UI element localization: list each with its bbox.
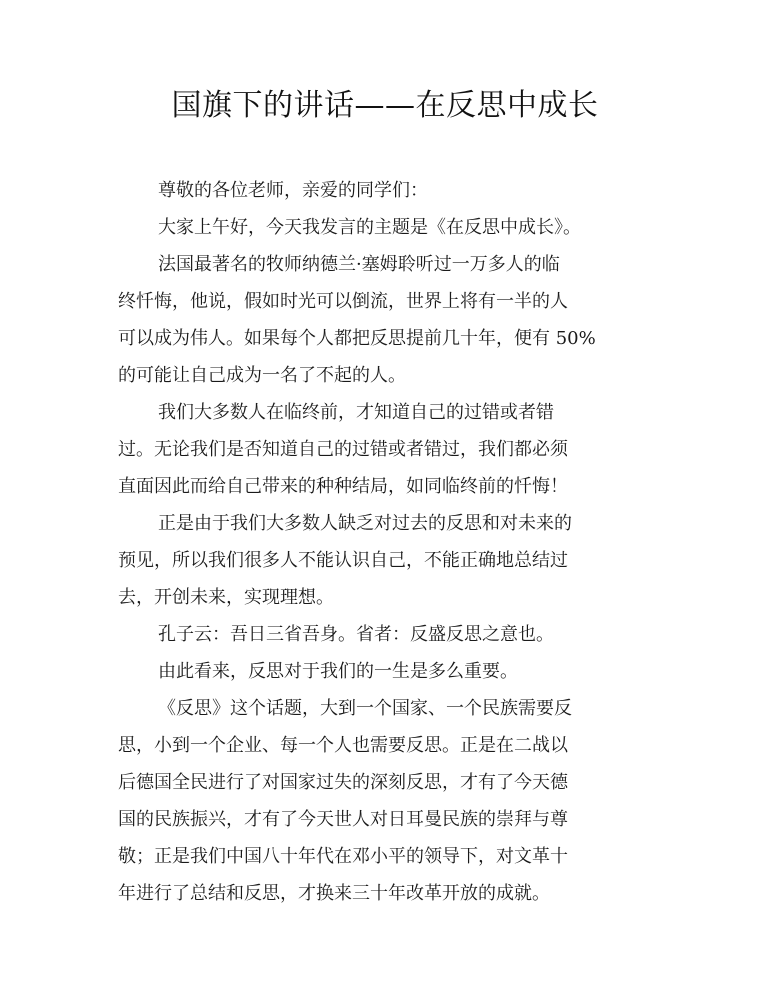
text-line: 敬；正是我们中国八十年代在邓小平的领导下，对文革十 — [118, 846, 568, 867]
text-line: 终忏悔，他说，假如时光可以倒流，世界上将有一半的人 — [118, 291, 568, 312]
document-body — [118, 172, 640, 912]
text-line: 思，小到一个企业、每一个人也需要反思。正是在二战以 — [118, 735, 568, 756]
text-line: 的可能让自己成为一名了不起的人。 — [118, 365, 406, 386]
text-line: 过。无论我们是否知道自己的过错或者错过，我们都必须 — [118, 439, 568, 460]
text-line: 正是由于我们大多数人缺乏对过去的反思和对未来的 — [158, 513, 572, 534]
text-line: 可以成为伟人。如果每个人都把反思提前几十年，便有 50% — [118, 328, 596, 349]
text-line: 年进行了总结和反思，才换来三十年改革开放的成就。 — [118, 883, 550, 904]
text-line: 法国最著名的牧师纳德兰·塞姆聆听过一万多人的临 — [158, 254, 560, 275]
text-line: 尊敬的各位老师，亲爱的同学们： — [158, 180, 428, 201]
text-line: 我们大多数人在临终前，才知道自己的过错或者错 — [158, 402, 554, 423]
document-title: 国旗下的讲话——在反思中成长 — [171, 88, 599, 123]
text-line: 预见，所以我们很多人不能认识自己，不能正确地总结过 — [118, 550, 568, 571]
text-line: 直面因此而给自己带来的种种结局，如同临终前的忏悔！ — [118, 476, 568, 497]
text-line: 孔子云：吾日三省吾身。省者：反盛反思之意也。 — [158, 624, 554, 645]
text-line: 后德国全民进行了对国家过失的深刻反思，才有了今天德 — [118, 772, 568, 793]
text-line: 大家上午好，今天我发言的主题是《在反思中成长》。 — [158, 217, 581, 238]
text-line: 《反思》这个话题，大到一个国家、一个民族需要反 — [158, 698, 572, 719]
text-line: 由此看来，反思对于我们的一生是多么重要。 — [158, 661, 518, 682]
text-line: 国的民族振兴，才有了今天世人对日耳曼民族的崇拜与尊 — [118, 809, 568, 830]
text-line: 去，开创未来，实现理想。 — [118, 587, 334, 608]
